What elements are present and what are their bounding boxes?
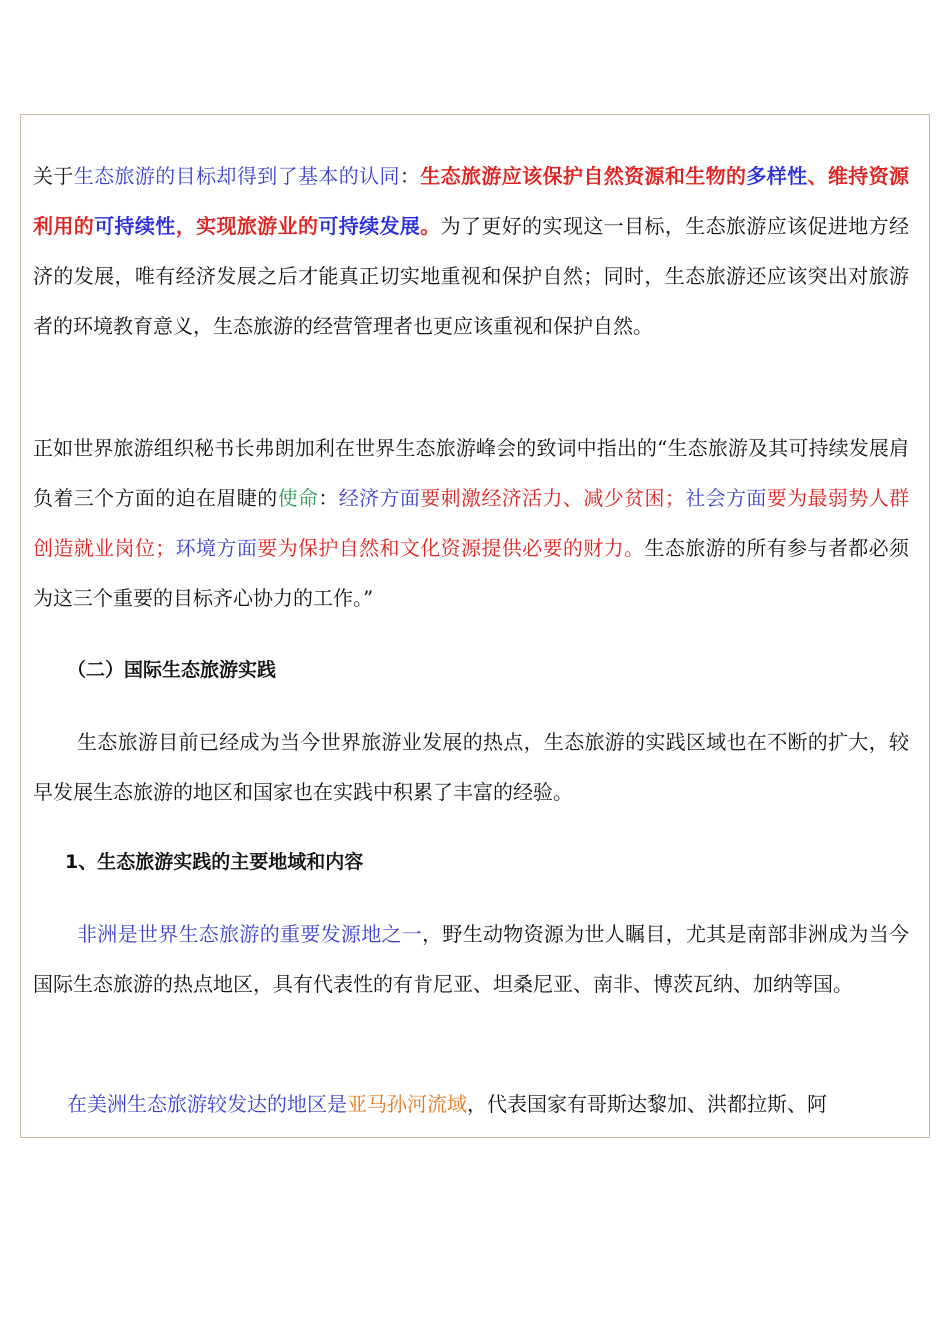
paragraph-ecotourism-goals [33, 151, 909, 351]
text-run-red: 要刺激经济活力、减少贫困； [420, 486, 685, 510]
text-run: ，野生动物资源为世人瞩目，尤其是南部非洲成为当今国际生态旅游的热点地区，具有代表性的有肯尼亚、坦桑尼亚、南非、博茨瓦纳、加纳等国。 [33, 922, 910, 996]
text-run-orange: 亚马孙河流域 [347, 1092, 467, 1116]
text-run-bold-red: 、维持资源利用的 [33, 164, 910, 238]
paragraph-practice-intro: 生态旅游目前已经成为当今世界旅游业发展的热点，生态旅游的实践区域也在不断的扩大，较早发展生态旅游的地区和国家也在实践中积累了丰富的经验。 [33, 730, 909, 804]
document-frame [20, 114, 930, 1138]
text-run: 生态旅游的所有参与者都必须为这三个重要的目标齐心协力的工作。” [33, 536, 910, 610]
text-run-bold-blue: 可持续性 [94, 214, 176, 238]
text-run: 为了更好的实现这一目标，生态旅游应该促进地方经济的发展，唯有经济发展之后才能真正切实地重视和保护自然；同时，生态旅游还应该突出对旅游者的环境教育意义，生态旅游的经营管理者也更应该重视和保护自然。 [33, 214, 910, 338]
text-run-blue: 在美洲生态旅游较发达的地区是 [67, 1092, 347, 1116]
text-run-bold-red: ，实现旅游业的 [175, 214, 319, 238]
text-run: 正如世界旅游组织秘书长弗朗加利在世界生态旅游峰会的致词中指出的“生态旅游及其可持续发展肩负着三个方面的迫在眉睫的 [33, 436, 909, 510]
text-run-bold-red: 。 [420, 214, 441, 238]
text-run-bold-red: 生态旅游应该保护自然资源和生物的 [420, 164, 747, 188]
text-run-bold-blue: 可持续发展 [318, 214, 421, 238]
text-run: ： [399, 164, 421, 188]
text-run-blue: 经济方面 [338, 486, 421, 510]
text-run: ： [318, 486, 339, 510]
text-run-bold-blue: 多样性 [746, 164, 808, 188]
text-run-blue: 非洲是世界生态旅游的重要发源地之一 [77, 922, 423, 946]
text-run-green: 使命 [277, 486, 319, 510]
text-run-blue: 环境方面 [175, 536, 258, 560]
paragraph-wto-quote [33, 423, 909, 623]
text-run: 关于 [33, 164, 74, 188]
subsection-heading: 1、生态旅游实践的主要地域和内容 [65, 851, 364, 873]
section-heading: （二）国际生态旅游实践 [67, 659, 277, 681]
text-run-blue: 社会方面 [684, 486, 767, 510]
paragraph-america [33, 1079, 909, 1129]
text-run: ，代表国家有哥斯达黎加、洪都拉斯、阿 [467, 1092, 827, 1116]
paragraph-africa [33, 909, 909, 1009]
text-run-blue: 生态旅游的目标却得到了基本的认同 [73, 164, 400, 188]
text-run-red: 要为保护自然和文化资源提供必要的财力。 [257, 536, 645, 560]
text-run-red: 要为最弱势人群创造就业岗位； [33, 486, 910, 560]
